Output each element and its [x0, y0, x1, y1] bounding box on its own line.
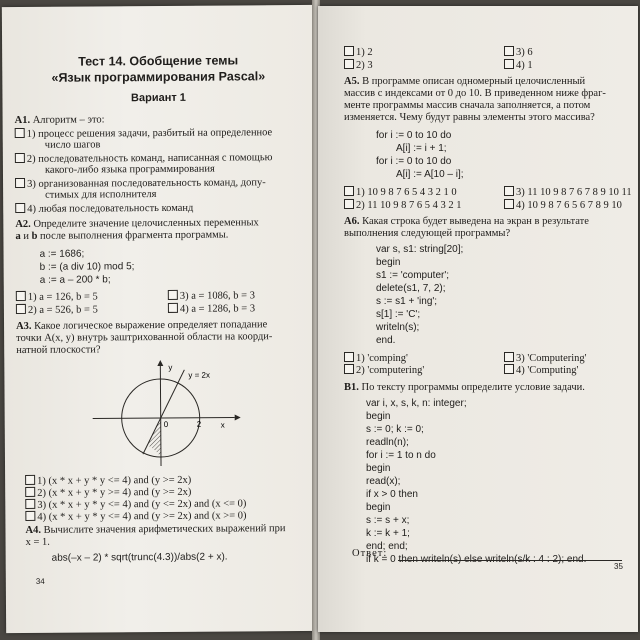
line-label: y = 2x — [188, 370, 211, 380]
option-a4-1[interactable] — [344, 46, 373, 59]
option-label: 1) 10 9 8 7 6 5 4 3 2 1 0 — [356, 187, 457, 198]
option-label: 3) a = 1086, b = 3 — [179, 290, 256, 302]
checkbox[interactable] — [168, 290, 178, 300]
page-number: 34 — [35, 576, 45, 586]
option-label: 1) 2 — [356, 47, 373, 58]
checkbox[interactable] — [504, 352, 514, 362]
option-a4-3[interactable] — [504, 46, 533, 59]
checkbox[interactable] — [344, 46, 354, 56]
test-title: Тест 14. Обобщение темы — [78, 53, 239, 69]
checkbox[interactable] — [25, 511, 35, 521]
code-line: a := 1686; — [39, 248, 85, 260]
question-text: Определите значение целочисленных переменных — [33, 217, 259, 230]
checkbox[interactable] — [25, 475, 35, 485]
checkbox[interactable] — [504, 59, 514, 69]
option-label: 4) 1 — [516, 60, 533, 71]
option-label: 2) последовательность команд, написанная с помощью — [26, 152, 273, 165]
option-a1-4[interactable] — [15, 202, 193, 217]
checkbox[interactable] — [344, 352, 354, 362]
question-a5-text: изменяется. Чему будут равны элементы этого массива? — [344, 112, 595, 123]
checkbox[interactable] — [504, 199, 514, 209]
code-line: k := k + 1; — [366, 528, 410, 539]
question-number: А1. — [14, 114, 31, 127]
option-a4-4[interactable] — [504, 59, 533, 72]
question-number: А2. — [15, 218, 31, 231]
option-label: 3) (x * x + y * y <= 4) and (y <= 2x) and (x <= 0) — [37, 498, 247, 511]
option-a2-3[interactable] — [168, 289, 255, 303]
right-page — [318, 6, 638, 632]
question-number: А6. — [344, 216, 360, 227]
code-line: writeln(s); — [376, 322, 420, 333]
option-a5-4[interactable] — [504, 199, 622, 212]
question-a3-text-3: натной плоскости? — [16, 344, 101, 357]
page-number: 35 — [614, 562, 623, 571]
option-label: 1) 'comping' — [356, 353, 408, 364]
test-subtitle: «Язык программирования Pascal» — [51, 69, 266, 85]
option-label: 2) (x * x + y * y >= 4) and (y >= 2x) — [37, 486, 192, 499]
answer-field[interactable] — [398, 559, 622, 561]
option-label: 3) организованная последовательность команд, допу- — [27, 177, 266, 190]
checkbox[interactable] — [15, 178, 25, 188]
option-label: 4) 'Computing' — [516, 365, 579, 376]
option-a4-2[interactable] — [344, 59, 373, 72]
option-label: 4) 10 9 8 7 6 5 6 7 8 9 10 — [516, 200, 622, 211]
code-line: if k = 0 then writeln(s) else writeln(s/k : 4 : 2); end. — [366, 554, 587, 565]
code-line: A[i] := A[10 – i]; — [396, 169, 464, 180]
y-axis-label: y — [168, 362, 173, 372]
option-a1-1-cont: число шагов — [44, 139, 101, 151]
x-axis-arrow — [235, 414, 241, 420]
code-line: begin — [366, 411, 391, 422]
code-line: b := (a div 10) mod 5; — [39, 261, 135, 273]
question-a6-text: выполнения следующей программы? — [344, 228, 511, 239]
coordinate-graph — [84, 357, 255, 468]
code-line: begin — [366, 463, 391, 474]
code-line: s1 := 'computer'; — [376, 270, 450, 281]
question-text: В программе описан одномерный целочисленный — [362, 76, 586, 87]
option-a6-2[interactable] — [344, 364, 424, 377]
code-line: for i := 0 to 10 do — [376, 130, 452, 141]
code-line: var s, s1: string[20]; — [376, 244, 464, 255]
option-label: 2) 11 10 9 8 7 6 5 4 3 2 1 — [356, 200, 462, 211]
checkbox[interactable] — [16, 291, 26, 301]
code-line: for i := 1 to n do — [366, 450, 436, 461]
question-text: Вычислите значения арифметических выражений при — [43, 523, 286, 536]
expression: abs(–x – 2) * sqrt(trunc(4.3))/abs(2 + x). — [51, 551, 228, 564]
option-a5-1[interactable] — [344, 186, 457, 199]
question-text: Алгоритм – это: — [32, 114, 105, 126]
checkbox[interactable] — [344, 59, 354, 69]
code-line: begin — [366, 502, 391, 513]
checkbox[interactable] — [504, 186, 514, 196]
option-label: 2) a = 526, b = 5 — [27, 304, 98, 316]
checkbox[interactable] — [504, 364, 514, 374]
checkbox[interactable] — [504, 46, 514, 56]
option-label: 1) a = 126, b = 5 — [27, 291, 98, 303]
left-page — [2, 5, 318, 633]
question-a2-text — [15, 230, 228, 244]
option-label: 3) 'Computering' — [516, 353, 587, 364]
checkbox[interactable] — [344, 364, 354, 374]
checkbox[interactable] — [25, 487, 35, 497]
option-label: 4) a = 1286, b = 3 — [179, 303, 256, 315]
variant-label: Вариант 1 — [130, 91, 186, 105]
question-text-cont: после выполнения фрагмента программы. — [39, 229, 229, 242]
checkbox[interactable] — [344, 186, 354, 196]
tick-0: 0 — [163, 419, 169, 429]
question-number: А3. — [16, 320, 32, 333]
y-axis-arrow — [157, 360, 163, 366]
code-line: if x > 0 then — [366, 489, 418, 500]
code-line: s := s1 + 'ing'; — [376, 296, 438, 307]
y-axis — [160, 364, 161, 466]
code-line: end; end; — [366, 541, 408, 552]
option-a6-4[interactable] — [504, 364, 578, 377]
code-line: begin — [376, 257, 401, 268]
code-line: s := s + x; — [366, 515, 410, 526]
option-label: 1) (x * x + y * y <= 4) and (y >= 2x) — [37, 474, 192, 487]
code-line: s[1] := 'C'; — [376, 309, 421, 320]
conjunction: и — [23, 230, 29, 242]
x-axis — [93, 417, 235, 418]
checkbox[interactable] — [16, 304, 26, 314]
code-line: A[i] := i + 1; — [396, 143, 447, 154]
question-text: Какое логическое выражение определяет попадание — [34, 319, 268, 332]
option-a2-4[interactable] — [168, 302, 255, 316]
option-a5-2[interactable] — [344, 199, 461, 212]
option-a3-4[interactable] — [25, 509, 246, 524]
option-label: 1) процесс решения задачи, разбитый на определенное — [26, 127, 273, 140]
question-text: Какая строка будет выведена на экран в результате — [362, 216, 589, 227]
checkbox[interactable] — [344, 199, 354, 209]
code-line: delete(s1, 7, 2); — [376, 283, 446, 294]
code-line: a := a – 200 * b; — [39, 274, 111, 286]
option-label: 4) (x * x + y * y <= 4) and (y >= 2x) and (x >= 0) — [37, 510, 247, 523]
var-b: b — [31, 230, 38, 242]
code-line: var i, x, s, k, n: integer; — [366, 398, 467, 409]
checkbox[interactable] — [168, 303, 178, 313]
option-label: 4) любая последовательность команд — [27, 202, 194, 215]
question-a4-header — [25, 523, 285, 537]
x-axis-label: x — [220, 420, 225, 430]
checkbox[interactable] — [15, 128, 25, 138]
line-y-2x — [142, 370, 185, 454]
code-line: for i := 0 to 10 do — [376, 156, 452, 167]
question-a4-text-2: x = 1. — [25, 536, 50, 548]
checkbox[interactable] — [15, 153, 25, 163]
option-a1-3-cont: стимых для исполнителя — [45, 189, 157, 201]
option-label: 2) 'computering' — [356, 365, 425, 376]
question-a1-header — [15, 114, 105, 127]
question-number: А5. — [344, 76, 360, 87]
question-a3-text-2: точки A(x, y) внутрь заштрихованной области на коорди- — [16, 331, 273, 345]
question-number: А4. — [25, 524, 41, 536]
option-a5-3[interactable] — [504, 186, 632, 199]
code-line: readln(n); — [366, 437, 409, 448]
code-line: s := 0; k := 0; — [366, 424, 424, 435]
option-label: 2) 3 — [356, 60, 373, 71]
answer-label: Ответ: — [352, 548, 388, 559]
question-text: По тексту программы определите условие задачи. — [361, 382, 585, 393]
option-label: 3) 6 — [516, 47, 533, 58]
question-a5-header — [344, 76, 585, 88]
checkbox[interactable] — [15, 203, 25, 213]
question-a5-text: массив с индексами от 0 до 10. В приведенном ниже фраг- — [344, 88, 606, 99]
question-number: В1. — [344, 382, 359, 393]
question-b1-header — [344, 382, 585, 394]
question-a6-header — [344, 216, 589, 228]
option-a2-2[interactable] — [16, 303, 98, 317]
var-a: a — [15, 230, 21, 243]
code-line: read(x); — [366, 476, 401, 487]
shaded-region — [147, 418, 161, 457]
option-a2-1[interactable] — [16, 290, 98, 304]
code-line: end. — [376, 335, 396, 346]
question-a5-text: менте программы массив сначала заполняется, а потом — [344, 100, 591, 111]
option-label: 3) 11 10 9 8 7 6 7 8 9 10 11 — [516, 187, 632, 198]
option-a1-2-cont: какого-либо языка программирования — [44, 163, 215, 176]
tick-2: 2 — [196, 419, 202, 429]
checkbox[interactable] — [25, 499, 35, 509]
